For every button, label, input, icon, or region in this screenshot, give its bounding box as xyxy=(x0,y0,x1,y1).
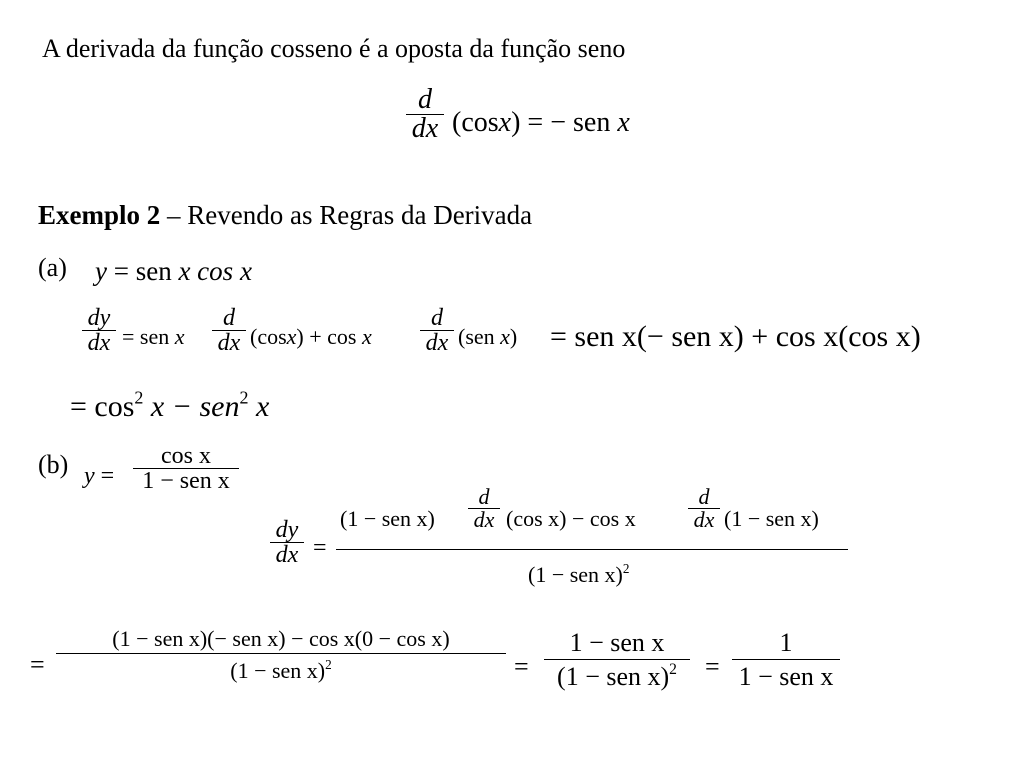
expr-var: x xyxy=(498,107,512,138)
expr-var: y xyxy=(95,256,107,286)
fraction-numerator: 1 xyxy=(779,628,793,657)
fraction-denominator: dx xyxy=(693,507,715,532)
expr-sen-x-paren xyxy=(458,324,517,350)
expr-part: (cos xyxy=(250,324,287,349)
expr-part: = sen xyxy=(113,256,172,286)
expr-part: x cos xyxy=(178,256,234,286)
fraction-denominator: dx xyxy=(425,330,449,356)
fraction-cos-over-1-sen xyxy=(133,444,239,493)
fraction-numerator: 1 − sen x xyxy=(569,628,665,657)
fraction-final-expanded xyxy=(56,628,506,682)
expr-part: x − sen xyxy=(143,390,240,423)
fraction-numerator: cos x xyxy=(161,443,211,469)
fraction-denominator: dx xyxy=(87,330,111,356)
expr-eq: = xyxy=(313,535,327,561)
expr-sen-x xyxy=(122,324,185,350)
fraction-numerator: dy xyxy=(87,305,111,331)
fraction-d-dx xyxy=(468,486,500,531)
expr-var: x xyxy=(255,390,270,423)
fraction-numerator: dy xyxy=(275,517,299,543)
fraction-denominator: dx xyxy=(275,542,299,568)
fraction-denominator: dx xyxy=(411,113,439,144)
fraction-denominator xyxy=(557,661,677,691)
expr-var: x xyxy=(361,324,372,349)
fraction-bar xyxy=(56,653,506,654)
fraction-dy-dx xyxy=(82,306,116,355)
exponent: 2 xyxy=(669,661,677,679)
intro-text: A derivada da função cosseno é a oposta da função seno xyxy=(42,34,626,63)
expr-part: (1 − sen x) xyxy=(528,562,623,587)
expr-eq: = xyxy=(514,652,529,681)
expr-part: = xyxy=(100,463,115,489)
fraction-numerator: d xyxy=(478,484,490,509)
fraction-bar xyxy=(732,659,840,660)
expr-eq: = xyxy=(705,652,720,681)
expr-part: (cos xyxy=(452,107,499,138)
fraction-numerator: (1 − sen x)(− sen x) − cos x(0 − cos x) xyxy=(112,626,450,651)
expr-part: (sen xyxy=(458,324,495,349)
expr-y-eq xyxy=(84,463,114,490)
example-heading-bold: Exemplo 2 xyxy=(38,200,161,230)
fraction-result xyxy=(732,630,840,690)
example-heading-rest: – Revendo as Regras da Derivada xyxy=(160,200,533,230)
fraction-denominator xyxy=(230,656,332,683)
expr-part: ) xyxy=(511,107,521,138)
exponent: 2 xyxy=(325,656,332,672)
expr-b-num-part3: (1 − sen x) xyxy=(724,506,819,531)
expr-var: x xyxy=(174,324,185,349)
fraction-numerator: d xyxy=(698,484,710,509)
expr-part: ) xyxy=(509,324,518,349)
expr-b-num-part2: (cos x) − cos x xyxy=(506,506,636,531)
label-a: (a) xyxy=(38,253,67,282)
fraction-d-dx xyxy=(688,486,720,531)
expr-part: = − sen xyxy=(527,107,611,138)
fraction-denominator: 1 − sen x xyxy=(738,662,834,691)
label-b: (b) xyxy=(38,450,69,479)
fraction-denominator: 1 − sen x xyxy=(142,468,230,494)
fraction-dy-dx xyxy=(270,518,304,567)
example-heading xyxy=(38,200,532,231)
fraction-denominator: dx xyxy=(217,330,241,356)
formula-a-function xyxy=(95,256,252,287)
exponent: 2 xyxy=(134,387,144,408)
fraction-simplified xyxy=(544,630,690,690)
fraction-bar xyxy=(544,659,690,660)
expr-var: y xyxy=(84,463,95,489)
expr-var: x xyxy=(286,324,297,349)
expr-cos-x-plus-cos-x xyxy=(250,324,372,350)
expr-var: x xyxy=(617,107,630,138)
main-fraction-bar xyxy=(336,549,848,550)
derivative-expression xyxy=(452,107,630,139)
expr-part: (1 − sen x) xyxy=(557,662,670,691)
fraction-numerator: d xyxy=(418,84,432,115)
expr-var: x xyxy=(239,256,252,286)
fraction-d-dx xyxy=(406,86,444,143)
expr-part: = sen xyxy=(122,324,170,349)
fraction-numerator: d xyxy=(223,305,235,331)
expr-var: x xyxy=(500,324,510,349)
formula-a-result xyxy=(70,387,270,424)
expr-part: ) + cos xyxy=(296,324,357,349)
expr-b-den xyxy=(528,562,629,588)
expr-part: (1 − sen x) xyxy=(230,658,326,683)
exponent: 2 xyxy=(622,560,630,576)
fraction-d-dx xyxy=(212,306,246,355)
fraction-d-dx xyxy=(420,306,454,355)
exponent: 2 xyxy=(239,387,249,408)
expr-b-num-part1: (1 − sen x) xyxy=(340,506,435,531)
expr-part: = cos xyxy=(70,390,135,423)
fraction-denominator: dx xyxy=(473,507,495,532)
expr-a-rhs: = sen x(− sen x) + cos x(cos x) xyxy=(550,320,921,353)
fraction-numerator: d xyxy=(431,305,443,331)
expr-eq: = xyxy=(30,650,45,679)
